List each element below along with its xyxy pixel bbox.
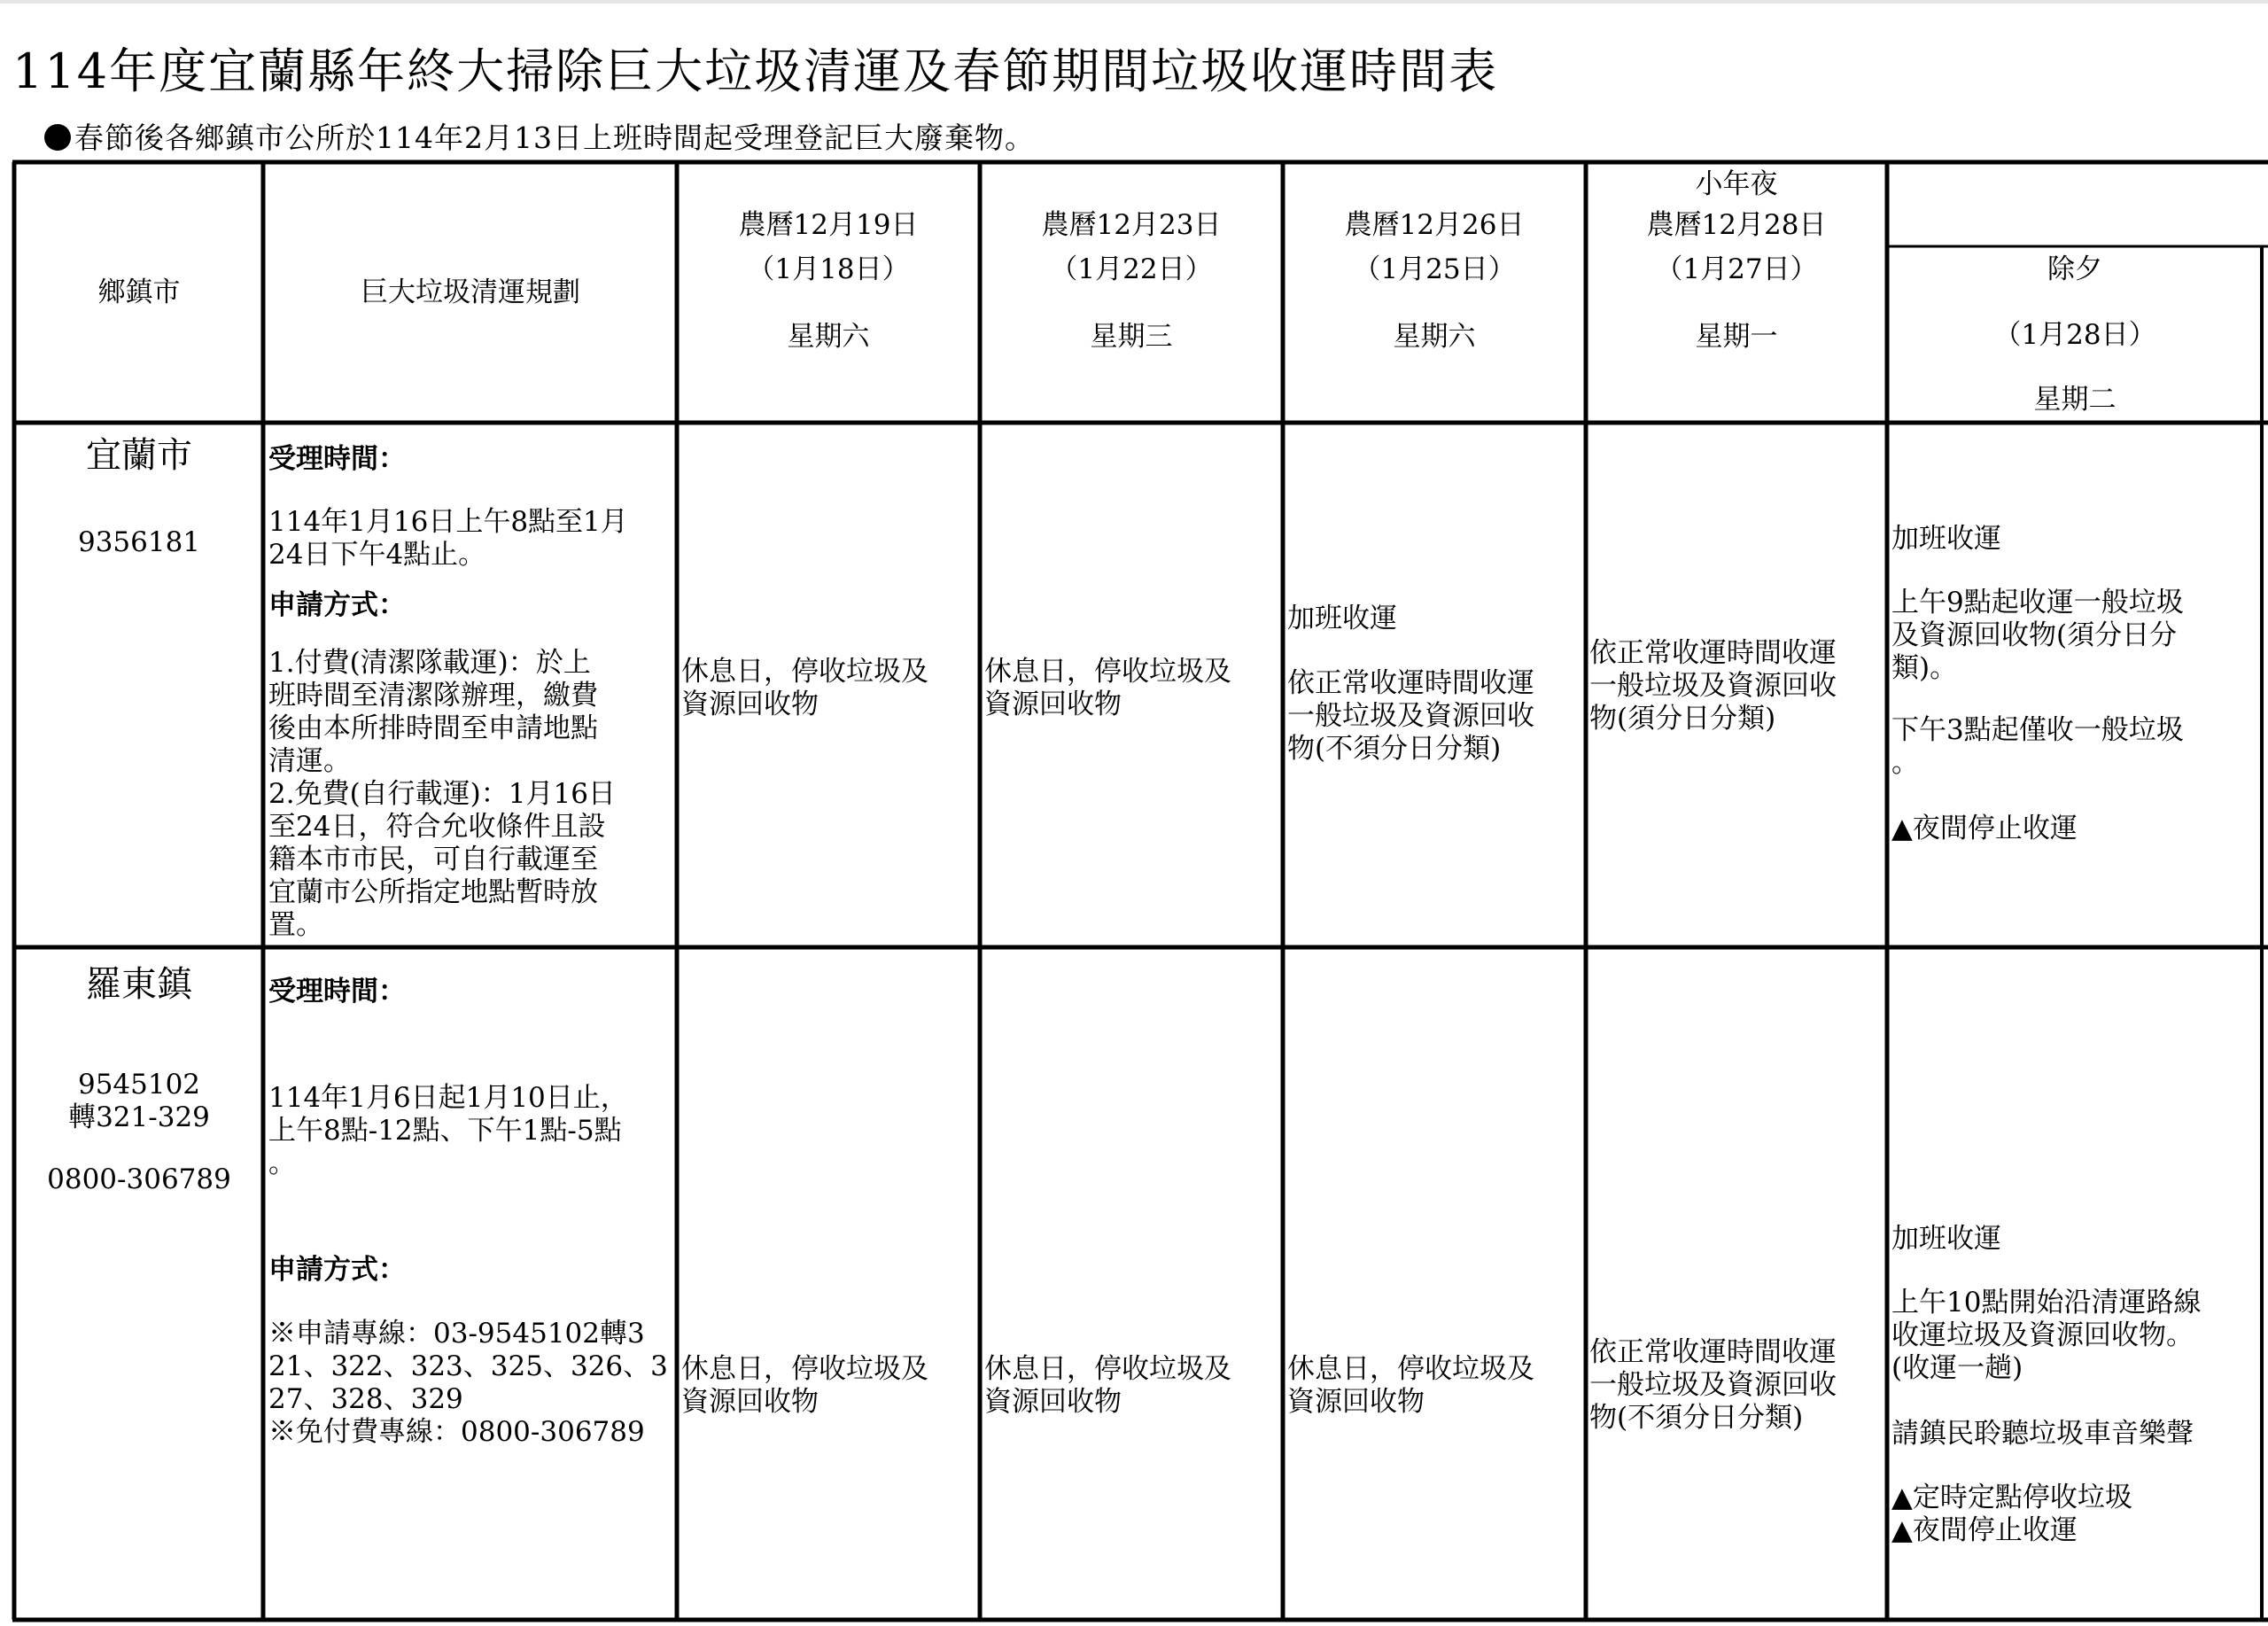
header-col4-weekday: 星期一 bbox=[1695, 321, 1778, 353]
row1-col3-heading: 加班收運 bbox=[1287, 603, 1397, 634]
header-col3-weekday: 星期六 bbox=[1393, 321, 1476, 353]
header-col4-festival: 小年夜 bbox=[1695, 168, 1778, 200]
row2-col5-text2: 請鎮民聆聽垃圾車音樂聲 bbox=[1891, 1418, 2194, 1450]
header-plan: 巨大垃圾清運規劃 bbox=[361, 276, 580, 308]
row2-col5-text1: 上午10點開始沿清運路線 收運垃圾及資源回收物。 (收運一趟) bbox=[1891, 1287, 2202, 1384]
header-col1-weekday: 星期六 bbox=[787, 321, 870, 353]
header-township: 鄉鎮市 bbox=[97, 276, 181, 308]
header-col4-lunar: 農曆12月28日 bbox=[1646, 209, 1827, 241]
header-col2-weekday: 星期三 bbox=[1090, 321, 1173, 353]
row2-plan-method-text: ※申請專線：03-9545102轉3 21、322、323、325、326、3 27、328、329 ※免付費專線：0800-306789 bbox=[268, 1318, 668, 1448]
row2-township-phone1: 9545102 轉321-329 bbox=[68, 1069, 210, 1133]
row1-plan-heading-time: 受理時間： bbox=[268, 443, 406, 475]
row1-col5-text3: ▲夜間停止收運 bbox=[1891, 813, 2078, 844]
row2-township-phone2: 0800-306789 bbox=[47, 1163, 231, 1195]
header-col5-date: （1月28日） bbox=[1993, 319, 2156, 351]
row1-col2-text: 休息日，停收垃圾及 資源回收物 bbox=[984, 656, 1231, 720]
header-col5-festival: 除夕 bbox=[2047, 253, 2102, 285]
header-col2-lunar: 農曆12月23日 bbox=[1041, 209, 1222, 241]
row2-col2-text: 休息日，停收垃圾及 資源回收物 bbox=[984, 1353, 1231, 1418]
row2-col4-text: 依正常收運時間收運 一般垃圾及資源回收 物(不須分日分類) bbox=[1589, 1336, 1837, 1434]
row2-col5-text3: ▲定時定點停收垃圾 ▲夜間停止收運 bbox=[1891, 1482, 2132, 1546]
header-col4-date: （1月27日） bbox=[1655, 253, 1818, 285]
row1-township-name: 宜蘭市 bbox=[86, 435, 192, 476]
header-col1-date: （1月18日） bbox=[747, 253, 910, 285]
row1-col4-text: 依正常收運時間收運 一般垃圾及資源回收 物(須分日分類) bbox=[1589, 637, 1837, 735]
row1-col3-text: 依正常收運時間收運 一般垃圾及資源回收 物(不須分日分類) bbox=[1287, 667, 1534, 765]
row2-plan-heading-time: 受理時間： bbox=[268, 976, 406, 1007]
row2-plan-time-text: 114年1月6日起1月10日止， 上午8點-12點、下午1點-5點 。 bbox=[268, 1082, 628, 1179]
row2-township-name: 羅東鎮 bbox=[86, 964, 192, 1005]
header-col3-lunar: 農曆12月26日 bbox=[1344, 209, 1525, 241]
row2-col3-text: 休息日，停收垃圾及 資源回收物 bbox=[1287, 1353, 1534, 1418]
header-col5-weekday: 星期二 bbox=[2033, 384, 2117, 416]
row2-col5-heading: 加班收運 bbox=[1891, 1223, 2001, 1255]
top-border bbox=[0, 0, 2268, 4]
row2-plan-heading-method: 申請方式： bbox=[268, 1254, 406, 1286]
row1-plan-method-text: 1.付費(清潔隊載運)：於上 班時間至清潔隊辦理，繳費 後由本所排時間至申請地點 清運。 2.免費(自行載運)：1月16日 至24日，符合允收條件且設 籍本市市民，可自行載運至 宜蘭市公所指定地點暫時放 置。 bbox=[268, 647, 616, 941]
row1-plan-heading-method: 申請方式： bbox=[268, 589, 406, 621]
page-note bbox=[44, 115, 1035, 157]
row1-plan-time-text: 114年1月16日上午8點至1月 24日下午4點止。 bbox=[268, 506, 628, 571]
header-col2-date: （1月22日） bbox=[1050, 253, 1213, 285]
row1-col1-text: 休息日，停收垃圾及 資源回收物 bbox=[681, 656, 928, 720]
row1-township-phone: 9356181 bbox=[77, 526, 201, 558]
row1-col5-heading: 加班收運 bbox=[1891, 523, 2001, 555]
page-title: 114年度宜蘭縣年終大掃除巨大垃圾清運及春節期間垃圾收運時間表 bbox=[12, 43, 1499, 99]
note-text: 春節後各鄉鎮市公所於114年2月13日上班時間起受理登記巨大廢棄物。 bbox=[74, 121, 1035, 155]
header-col3-date: （1月25日） bbox=[1353, 253, 1516, 285]
row2-col1-text: 休息日，停收垃圾及 資源回收物 bbox=[681, 1353, 928, 1418]
row1-col5-text2: 下午3點起僅收一般垃圾 。 bbox=[1891, 714, 2184, 779]
bullet-dot bbox=[44, 124, 71, 151]
row1-col5-text1: 上午9點起收運一般垃圾 及資源回收物(須分日分 類)。 bbox=[1891, 587, 2184, 684]
header-col1-lunar: 農曆12月19日 bbox=[738, 209, 919, 241]
